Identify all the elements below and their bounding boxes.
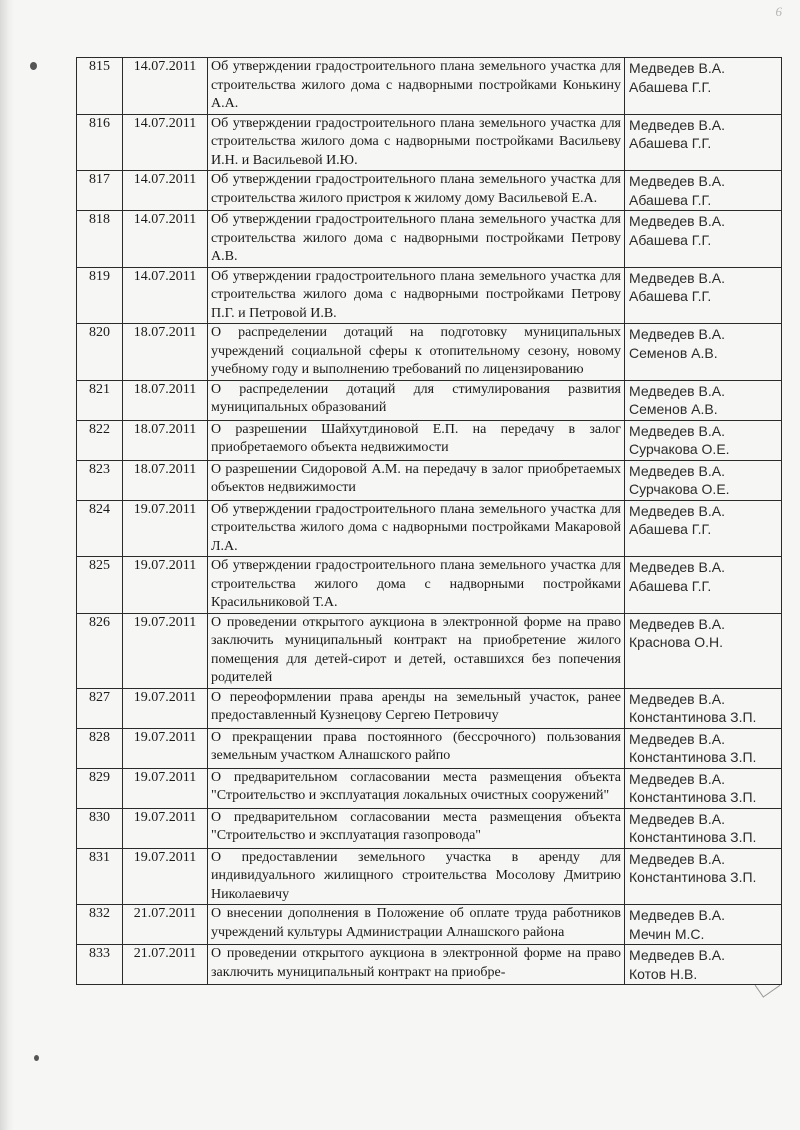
decree-title: О внесении дополнения в Положение об оплате труда работников учреждений культуры Администрации Алнашского района [208,905,625,945]
scan-left-edge [0,0,14,1130]
decree-date: 21.07.2011 [123,945,208,985]
registry-row [77,460,782,500]
decree-number: 829 [77,768,123,808]
decree-title: Об утверждении градостроительного плана земельного участка для строительства жилого дома с надворными постройками Петрову П.Г. и Петровой И.В. [208,267,625,324]
decree-title: О разрешении Шайхутдиновой Е.П. на передачу в залог приобретаемого объекта недвижимости [208,420,625,460]
staple-hole-mark [34,1055,39,1061]
decree-signers: Медведев В.А. Краснова О.Н. [625,613,782,688]
decree-date: 19.07.2011 [123,848,208,905]
registry-row [77,905,782,945]
decree-title: О проведении открытого аукциона в электронной форме на право заключить муниципальный контракт на приобре- [208,945,625,985]
decree-date: 21.07.2011 [123,905,208,945]
decree-number: 819 [77,267,123,324]
decree-signers: Медведев В.А. Константинова З.П. [625,848,782,905]
decree-title: О распределении дотаций для стимулирования развития муниципальных образований [208,380,625,420]
decree-date: 14.07.2011 [123,171,208,211]
decree-number: 825 [77,557,123,614]
decree-date: 14.07.2011 [123,211,208,268]
decree-date: 18.07.2011 [123,380,208,420]
decree-date: 14.07.2011 [123,114,208,171]
decree-signers: Медведев В.А. Абашева Г.Г. [625,58,782,115]
decree-date: 14.07.2011 [123,58,208,115]
registry-row [77,557,782,614]
decree-signers: Медведев В.А. Константинова З.П. [625,728,782,768]
registry-row [77,380,782,420]
decree-number: 821 [77,380,123,420]
registry-row [77,114,782,171]
registry-row [77,848,782,905]
decree-signers: Медведев В.А. Абашева Г.Г. [625,557,782,614]
decree-date: 19.07.2011 [123,728,208,768]
decree-number: 818 [77,211,123,268]
decree-number: 830 [77,808,123,848]
decree-title: О переоформлении права аренды на земельный участок, ранее предоставленный Кузнецову Сергею Петровичу [208,688,625,728]
decree-signers: Медведев В.А. Семенов А.В. [625,380,782,420]
decree-title: О разрешении Сидоровой А.М. на передачу в залог приобретаемых объектов недвижимости [208,460,625,500]
decree-date: 19.07.2011 [123,808,208,848]
registry-row [77,613,782,688]
decree-title: О предварительном согласовании места размещения объекта "Строительство и эксплуатация локальных очистных сооружений" [208,768,625,808]
decree-title: О предоставлении земельного участка в аренду для индивидуального жилищного строительства Мосолову Дмитрию Николаевичу [208,848,625,905]
decree-signers: Медведев В.А. Абашева Г.Г. [625,114,782,171]
decree-signers: Медведев В.А. Сурчакова О.Е. [625,420,782,460]
decree-signers: Медведев В.А. Константинова З.П. [625,808,782,848]
decree-number: 822 [77,420,123,460]
decree-date: 18.07.2011 [123,420,208,460]
registry-row [77,58,782,115]
registry-row [77,768,782,808]
decree-number: 832 [77,905,123,945]
decree-date: 19.07.2011 [123,557,208,614]
page-corner-mark: 6 [775,4,782,19]
registry-row [77,688,782,728]
decree-signers: Медведев В.А. Котов Н.В. [625,945,782,985]
decree-date: 19.07.2011 [123,688,208,728]
decree-signers: Медведев В.А. Абашева Г.Г. [625,500,782,557]
decree-number: 816 [77,114,123,171]
registry-row [77,728,782,768]
decree-date: 14.07.2011 [123,267,208,324]
decree-title: Об утверждении градостроительного плана земельного участка для строительства жилого дома с надворными постройками Макаровой Л.А. [208,500,625,557]
decree-number: 833 [77,945,123,985]
decree-registry-table [76,57,782,985]
registry-row [77,945,782,985]
decree-signers: Медведев В.А. Сурчакова О.Е. [625,460,782,500]
decree-title: Об утверждении градостроительного плана земельного участка для строительства жилого дома с надворными постройками Красильниковой Т.А. [208,557,625,614]
decree-title: О проведении открытого аукциона в электронной форме на право заключить муниципальный контракт на приобретение жилого помещения для детей-сирот и детей, оставшихся без попечения родителей [208,613,625,688]
decree-number: 823 [77,460,123,500]
registry-row [77,420,782,460]
decree-date: 19.07.2011 [123,768,208,808]
decree-number: 815 [77,58,123,115]
decree-date: 18.07.2011 [123,324,208,381]
decree-date: 19.07.2011 [123,613,208,688]
decree-date: 19.07.2011 [123,500,208,557]
decree-signers: Медведев В.А. Мечин М.С. [625,905,782,945]
decree-signers: Медведев В.А. Семенов А.В. [625,324,782,381]
decree-title: О прекращении права постоянного (бессрочного) пользования земельным участком Алнашского райпо [208,728,625,768]
decree-number: 817 [77,171,123,211]
decree-title: Об утверждении градостроительного плана земельного участка для строительства жилого дома с надворными постройками Петрову А.В. [208,211,625,268]
decree-signers: Медведев В.А. Константинова З.П. [625,688,782,728]
decree-number: 826 [77,613,123,688]
decree-title: Об утверждении градостроительного плана земельного участка для строительства жилого пристроя к жилому дому Васильевой Е.А. [208,171,625,211]
registry-row [77,324,782,381]
decree-number: 827 [77,688,123,728]
registry-row [77,171,782,211]
staple-hole-mark [30,62,37,70]
registry-row [77,500,782,557]
decree-title: О распределении дотаций на подготовку муниципальных учреждений социальной сферы к отопительному сезону, новому учебному году и выполнению требований по лицензированию [208,324,625,381]
decree-signers: Медведев В.А. Константинова З.П. [625,768,782,808]
decree-signers: Медведев В.А. Абашева Г.Г. [625,171,782,211]
decree-title: Об утверждении градостроительного плана земельного участка для строительства жилого дома с надворными постройками Конькину А.А. [208,58,625,115]
decree-number: 831 [77,848,123,905]
decree-number: 828 [77,728,123,768]
registry-row [77,267,782,324]
registry-row [77,211,782,268]
decree-date: 18.07.2011 [123,460,208,500]
decree-title: Об утверждении градостроительного плана земельного участка для строительства жилого дома с надворными постройками Васильеву И.Н. и Васильевой И.Ю. [208,114,625,171]
decree-number: 824 [77,500,123,557]
decree-signers: Медведев В.А. Абашева Г.Г. [625,267,782,324]
decree-signers: Медведев В.А. Абашева Г.Г. [625,211,782,268]
decree-title: О предварительном согласовании места размещения объекта "Строительство и эксплуатация газопровода" [208,808,625,848]
registry-row [77,808,782,848]
registry-rows [77,58,782,985]
decree-number: 820 [77,324,123,381]
